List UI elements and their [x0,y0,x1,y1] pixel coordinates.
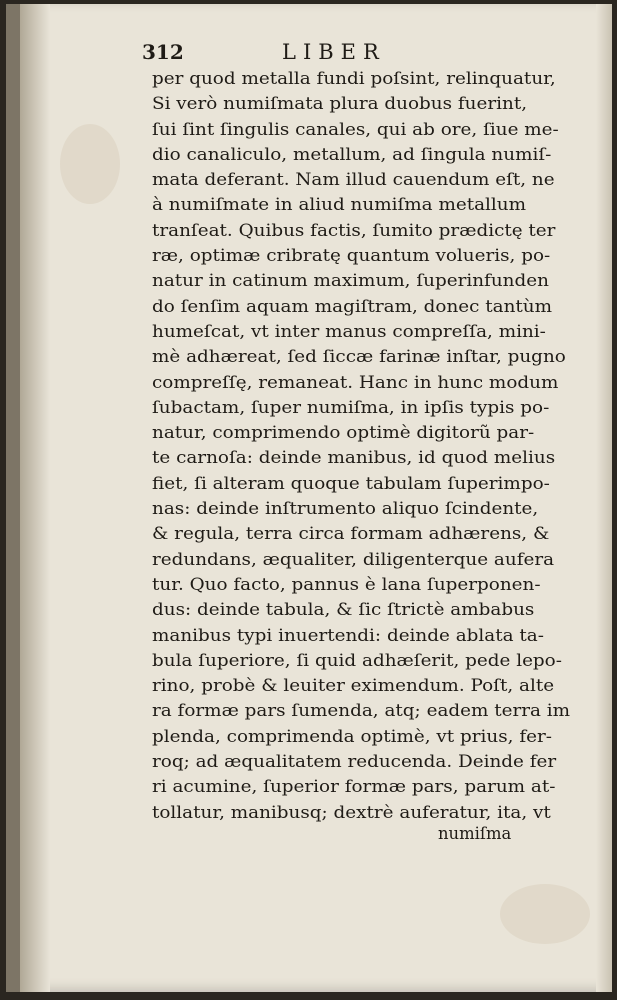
text-line: tranſeat. Quibus factis, ſumito prædictę ter [152,220,556,240]
text-line: ri acumine, ſuperior formæ pars, parum at- [152,777,556,797]
text-line: Si verò numiſmata plura duobus fuerint, [152,94,528,114]
text-line: roq; ad æqualitatem reducenda. Deinde fer [152,752,557,772]
page-number: 312 [142,40,184,64]
catchword: numiſma [438,824,512,843]
text-line: & regula, terra circa formam adhærens, & [152,524,550,544]
text-line: bula ſuperiore, ſi quid adhæſerit, pede lepo- [152,650,562,670]
text-line: do ſenſim aquam magiſtram, donec tantùm [152,296,553,316]
text-line: dio canaliculo, metallum, ad ſingula numiſ- [152,144,552,164]
text-line: te carnoſa: deinde manibus, id quod melius [152,448,556,468]
text-line: nas: deinde inſtrumento aliquo ſcindente, [152,499,539,519]
paper-stain [500,884,590,944]
text-line: per quod metalla fundi poſsint, relinquatur, [152,69,556,88]
text-line: tollatur, manibusq; dextrè auferatur, ita, vt [152,802,551,822]
text-line: manibus typi inuertendi: deinde ablata ta- [152,625,544,645]
text-line: humeſcat, vt inter manus compreſſa, mini- [152,321,546,341]
running-head: LIBER [282,40,386,64]
text-line: compreſſę, remaneat. Hanc in hunc modum [152,372,559,392]
body-text [152,66,577,825]
page-header [142,40,442,66]
text-line: mata deferant. Nam illud cauendum eſt, ne [152,170,555,190]
text-line: natur in catinum maximum, ſuperinfunden [152,271,549,291]
text-line: à numiſmate in aliud numiſma metallum [152,195,527,215]
text-line: rino, probè & leuiter eximendum. Poſt, alte [152,676,555,696]
page-gutter-shadow [20,4,50,992]
text-line: ſubactam, ſuper numiſma, in ipſis typis po- [152,397,550,417]
text-line: mè adhæreat, ſed ſiccæ farinæ inſtar, pugno [152,347,566,367]
text-line: plenda, comprimenda optimè, vt prius, fer- [152,726,552,746]
text-line: ra formæ pars ſumenda, atq; eadem terra im [152,701,571,721]
text-line: tur. Quo facto, pannus è lana ſuperponen- [152,574,541,594]
text-line: redundans, æqualiter, diligenterque aufera [152,549,555,569]
paper-stain [60,124,120,204]
text-line: ſui ſint ſingulis canales, qui ab ore, ſiue me- [152,119,559,139]
text-line: dus: deinde tabula, & ſic ſtrictè ambabus [152,600,535,620]
text-line: ræ, optimæ cribratę quantum volueris, po- [152,246,551,266]
text-line: fiet, ſi alteram quoque tabulam ſuperimpo- [152,473,550,493]
text-line: natur, comprimendo optimè digitorũ par- [152,423,535,443]
